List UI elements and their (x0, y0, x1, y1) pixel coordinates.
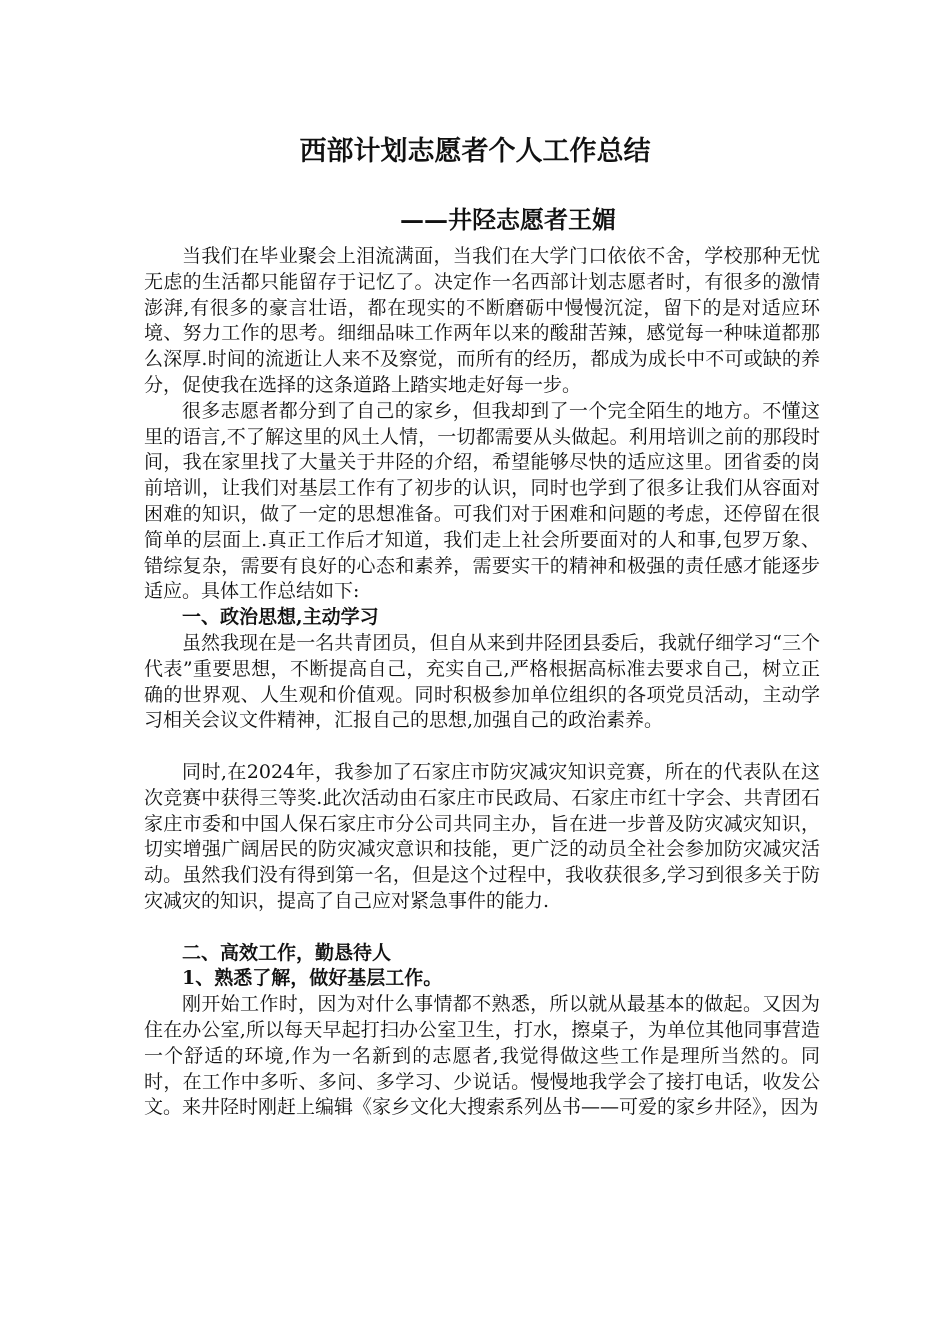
document-subtitle: ——井陉志愿者王媚 (400, 205, 616, 234)
document-title: 西部计划志愿者个人工作总结 (299, 136, 651, 167)
blank-line (144, 915, 820, 941)
section-heading-work: 二、高效工作，勤恳待人 (182, 941, 392, 964)
section-heading-politics: 一、政治思想,主动学习 (182, 606, 379, 629)
paragraph-intro: 当我们在毕业聚会上泪流满面，当我们在大学门口依依不舍，学校那种无忧无虑的生活都只能留存于记忆了。决定作一名西部计划志愿者时，有很多的激情澎湃,有很多的豪言壮语，都在现实的不断磨砺中慢慢沉淀，留下的是对适应环境、努力工作的思考。细细品味工作两年以来的酸甜苦辣，感觉每一种味道都那么深厚.时间的流逝让人来不及察觉，而所有的经历，都成为成长中不可或缺的养分，促使我在选择的这条道路上踏实地走好每一步。 (144, 245, 820, 396)
blank-line (144, 734, 820, 760)
paragraph-adaptation: 很多志愿者都分到了自己的家乡，但我却到了一个完全陌生的地方。不懂这里的语言,不了解这里的风土人情，一切都需要从头做起。利用培训之前的那段时间，我在家里找了大量关于井陉的介绍，希望能够尽快的适应这里。团省委的岗前培训，让我们对基层工作有了初步的认识，同时也学到了很多让我们从容面对困难的知识，做了一定的思想准备。可我们对于困难和问题的考虑，还停留在很简单的层面上.真正工作后才知道，我们走上社会所要面对的人和事,包罗万象、错综复杂，需要有良好的心态和素养，需要实干的精神和极强的责任感才能逐步适应。具体工作总结如下: (144, 399, 820, 603)
subsection-heading-basics: 1、熟悉了解，做好基层工作。 (182, 967, 443, 990)
paragraph-basics: 刚开始工作时，因为对什么事情都不熟悉，所以就从最基本的做起。又因为住在办公室,所以每天早起打扫办公室卫生，打水，擦桌子，为单位其他同事营造一个舒适的环境,作为一名新到的志愿者,我觉得做这些工作是理所当然的。同时，在工作中多听、多问、多学习、少说话。慢慢地我学会了接打电话，收发公文。来井陉时刚赶上编辑《家乡文化大搜索系列丛书——可爱的家乡井陉》，因为 (144, 993, 820, 1119)
paragraph-competition: 同时,在2024年，我参加了石家庄市防灾减灾知识竞赛，所在的代表队在这次竞赛中获得三等奖.此次活动由石家庄市民政局、石家庄市红十字会、共青团石家庄市委和中国人保石家庄市分公司共同主办，旨在进一步普及防灾减灾知识，切实增强广阔居民的防灾减灾意识和技能，更广泛的动员全社会参加防灾减灾活动。虽然我们没有得到第一名，但是这个过程中，我收获很多,学习到很多关于防灾减灾的知识，提高了自己应对紧急事件的能力. (144, 760, 820, 912)
paragraph-politics: 虽然我现在是一名共青团员，但自从来到井陉团县委后，我就仔细学习“三个代表”重要思想，不断提高自己，充实自己,严格根据高标准去要求自己，树立正确的世界观、人生观和价值观。同时积极参加单位组织的各项党员活动，主动学习相关会议文件精神，汇报自己的思想,加强自己的政治素养。 (144, 631, 820, 732)
document-body (144, 244, 820, 1121)
